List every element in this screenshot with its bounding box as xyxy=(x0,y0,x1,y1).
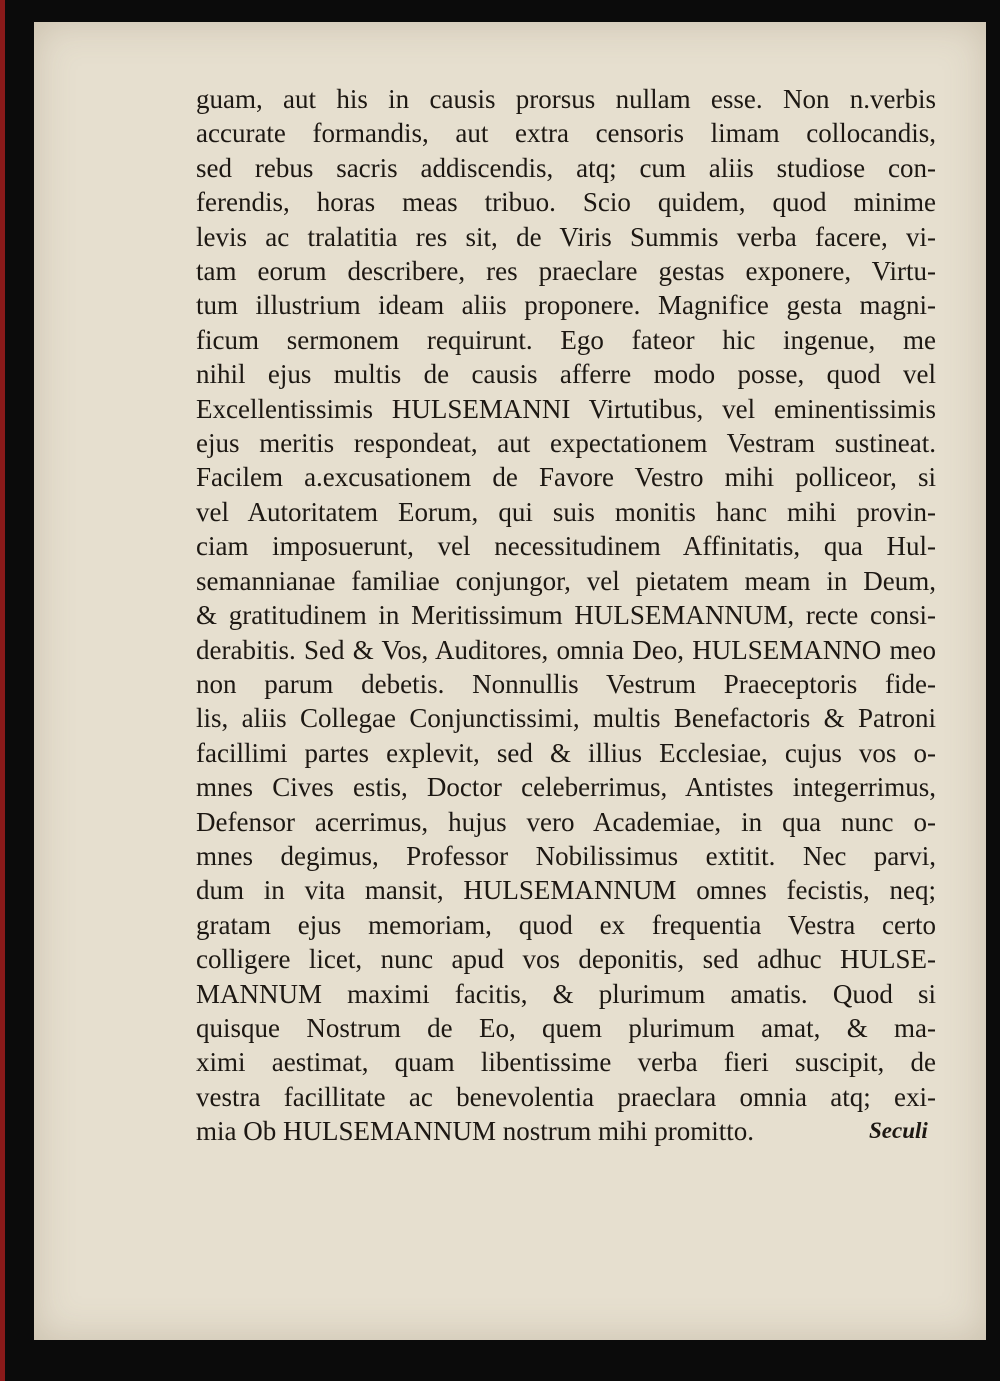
page-text-block xyxy=(196,82,966,1149)
text-line: mia Ob HULSEMANNUM nostrum mihi promitto. xyxy=(196,1116,754,1147)
text-line: Facilem a.excusationem de Favore Vestro mihi polliceor, si xyxy=(196,462,936,493)
text-line: Excellentissimis HULSEMANNI Virtutibus, vel eminentissimis xyxy=(196,393,936,424)
text-line: vel Autoritatem Eorum, qui suis monitis hanc mihi provin- xyxy=(196,496,936,527)
text-line: mnes Cives estis, Doctor celeberrimus, Antistes integerrimus, xyxy=(196,772,936,803)
text-line: tum illustrium ideam aliis proponere. Magnifice gesta magni- xyxy=(196,290,936,321)
text-line: gratam ejus memoriam, quod ex frequentia Vestra certo xyxy=(196,909,936,940)
text-line: lis, aliis Collegae Conjunctissimi, multis Benefactoris & Patroni xyxy=(196,703,936,734)
text-line: MANNUM maximi facitis, & plurimum amatis. Quod si xyxy=(196,978,936,1009)
text-line: mnes degimus, Professor Nobilissimus extitit. Nec parvi, xyxy=(196,840,936,871)
red-edge-strip xyxy=(0,0,5,1381)
text-line: ferendis, horas meas tribuo. Scio quidem, quod minime xyxy=(196,187,936,218)
text-line: & gratitudinem in Meritissimum HULSEMANNUM, recte consi- xyxy=(196,600,936,631)
text-line: ximi aestimat, quam libentissime verba fieri suscipit, de xyxy=(196,1047,936,1078)
text-line: Defensor acerrimus, hujus vero Academiae, in qua nunc o- xyxy=(196,806,936,837)
text-line: levis ac tralatitia res sit, de Viris Summis verba facere, vi- xyxy=(196,221,936,252)
text-line: non parum debetis. Nonnullis Vestrum Praeceptoris fide- xyxy=(196,668,936,699)
text-line: derabitis. Sed & Vos, Auditores, omnia Deo, HULSEMANNO meo xyxy=(196,634,936,665)
text-line: accurate formandis, aut extra censoris limam collocandis, xyxy=(196,118,936,149)
text-line: ejus meritis respondeat, aut expectationem Vestram sustineat. xyxy=(196,428,936,459)
text-line: nihil ejus multis de causis afferre modo posse, quod vel xyxy=(196,359,936,390)
text-line: colligere licet, nunc apud vos deponitis, sed adhuc HULSE- xyxy=(196,944,936,975)
text-line: quisque Nostrum de Eo, quem plurimum amat, & ma- xyxy=(196,1012,936,1043)
text-line: guam, aut his in causis prorsus nullam esse. Non n.verbis xyxy=(196,84,936,114)
book-page xyxy=(34,22,986,1340)
text-line: semannianae familiae conjungor, vel pietatem meam in Deum, xyxy=(196,565,936,596)
text-line: ficum sermonem requirunt. Ego fateor hic ingenue, me xyxy=(196,324,936,355)
text-line: vestra facillitate ac benevolentia praeclara omnia atq; exi- xyxy=(196,1081,936,1112)
text-line: tam eorum describere, res praeclare gestas exponere, Virtu- xyxy=(196,256,936,287)
catchword: Seculi xyxy=(869,1118,928,1143)
text-line: dum in vita mansit, HULSEMANNUM omnes fecistis, neq; xyxy=(196,875,936,906)
text-line: ciam imposuerunt, vel necessitudinem Affinitatis, qua Hul- xyxy=(196,531,936,562)
text-line: sed rebus sacris addiscendis, atq; cum aliis studiose con- xyxy=(196,152,936,183)
text-line: facillimi partes explevit, sed & illius Ecclesiae, cujus vos o- xyxy=(196,737,936,768)
